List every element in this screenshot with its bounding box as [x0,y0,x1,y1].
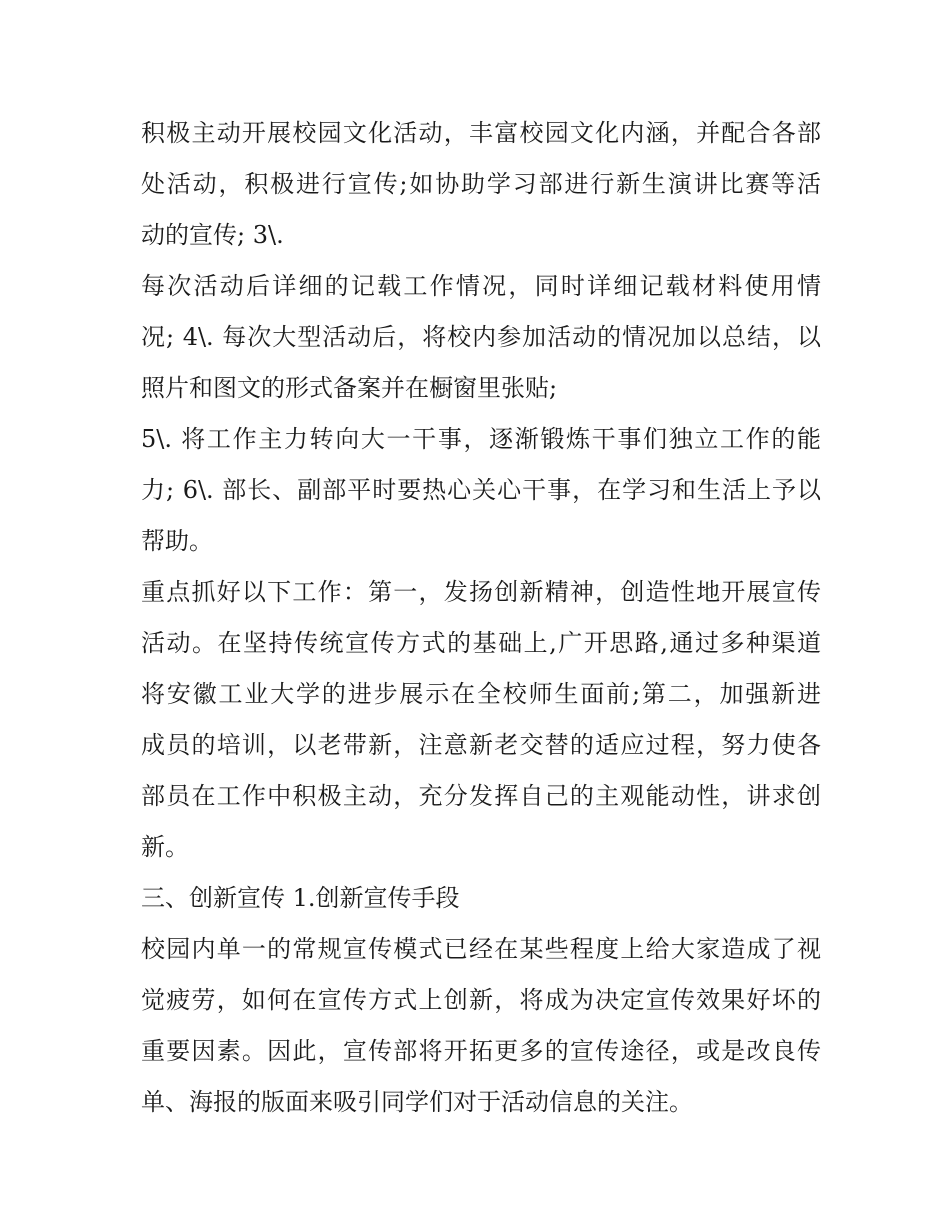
text-line-18: 觉疲劳，如何在宣传方式上创新，将成为决定宣传效果好坏的 [141,986,821,1014]
text-line-14: 部员在工作中积极主动，充分发挥自己的主观能动性，讲求创 [141,782,821,810]
text-line-2: 处活动，积极进行宣传;如协助学习部进行新生演讲比赛等活 [141,170,821,198]
text-line-9: 帮助。 [141,527,213,555]
section-heading: 三、创新宣传 1.创新宣传手段 [141,884,460,912]
text-line-20: 单、海报的版面来吸引同学们对于活动信息的关注。 [141,1088,693,1116]
text-line-12: 将安徽工业大学的进步展示在全校师生面前;第二，加强新进 [141,680,821,708]
text-line-1: 积极主动开展校园文化活动，丰富校园文化内涵，并配合各部 [141,119,821,147]
text-line-11: 活动。在坚持传统宣传方式的基础上,广开思路,通过多种渠道 [141,629,821,657]
text-line-13: 成员的培训，以老带新，注意新老交替的适应过程，努力使各 [141,731,821,759]
text-line-5: 况; 4\. 每次大型活动后，将校内参加活动的情况加以总结，以 [141,323,821,351]
text-line-3: 动的宣传; 3\. [141,221,284,249]
text-line-8: 力; 6\. 部长、副部平时要热心关心干事，在学习和生活上予以 [141,476,821,504]
text-line-6: 照片和图文的形式备案并在橱窗里张贴; [141,374,558,402]
text-line-19: 重要因素。因此，宣传部将开拓更多的宣传途径，或是改良传 [141,1037,821,1065]
text-line-10: 重点抓好以下工作：第一，发扬创新精神，创造性地开展宣传 [141,578,821,606]
text-line-15: 新。 [141,833,189,861]
text-line-17: 校园内单一的常规宣传模式已经在某些程度上给大家造成了视 [141,935,821,963]
document-body [141,108,821,1128]
text-line-7: 5\. 将工作主力转向大一干事，逐渐锻炼干事们独立工作的能 [141,425,821,453]
text-line-4: 每次活动后详细的记载工作情况，同时详细记载材料使用情 [141,272,821,300]
